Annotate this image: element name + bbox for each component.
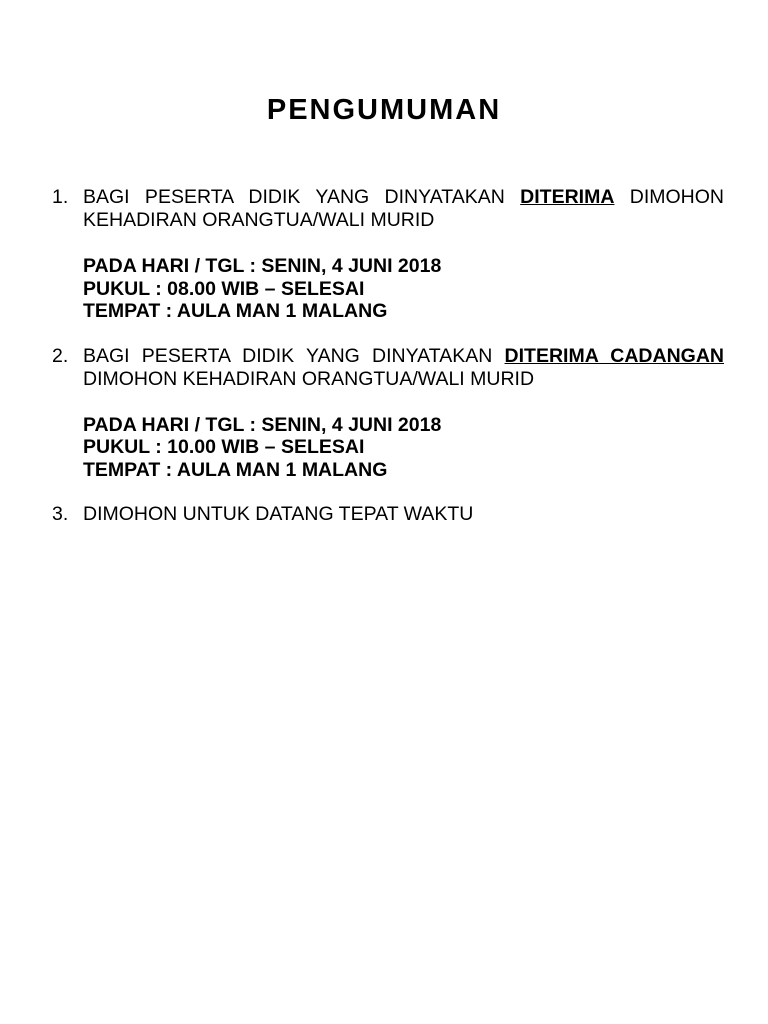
item-emphasis: DITERIMA: [520, 186, 615, 208]
item-details: [83, 255, 724, 323]
detail-date: PADA HARI / TGL : SENIN, 4 JUNI 2018: [83, 255, 442, 277]
item-text-before: BAGI PESERTA DIDIK YANG DINYATAKAN: [83, 344, 493, 367]
item-emphasis: DITERIMA CADANGAN: [504, 344, 725, 367]
announcement-list: [52, 186, 724, 526]
list-item: [52, 345, 724, 482]
item-paragraph: [83, 345, 724, 391]
item-paragraph: [83, 186, 724, 232]
list-item: [52, 186, 724, 323]
item-number: 2.: [52, 344, 69, 367]
list-item: [52, 503, 724, 526]
item-text-before: BAGI PESERTA DIDIK YANG DINYATAKAN: [83, 186, 505, 208]
detail-time: PUKUL : 10.00 WIB – SELESAI: [83, 436, 365, 458]
detail-place: TEMPAT : AULA MAN 1 MALANG: [83, 458, 388, 481]
item-details: [83, 414, 724, 482]
detail-date: PADA HARI / TGL : SENIN, 4 JUNI 2018: [83, 413, 442, 436]
item-number: 3.: [52, 503, 69, 525]
item-text-after: DIMOHON KEHADIRAN ORANGTUA/WALI MURID: [83, 186, 725, 231]
detail-time: PUKUL : 08.00 WIB – SELESAI: [83, 277, 365, 300]
detail-place: TEMPAT : AULA MAN 1 MALANG: [83, 300, 388, 322]
item-paragraph: DIMOHON UNTUK DATANG TEPAT WAKTU: [83, 503, 474, 525]
item-number: 1.: [52, 186, 69, 208]
page-title: PENGUMUMAN: [266, 94, 502, 126]
item-text-after: DIMOHON KEHADIRAN ORANGTUA/WALI MURID: [83, 367, 535, 390]
